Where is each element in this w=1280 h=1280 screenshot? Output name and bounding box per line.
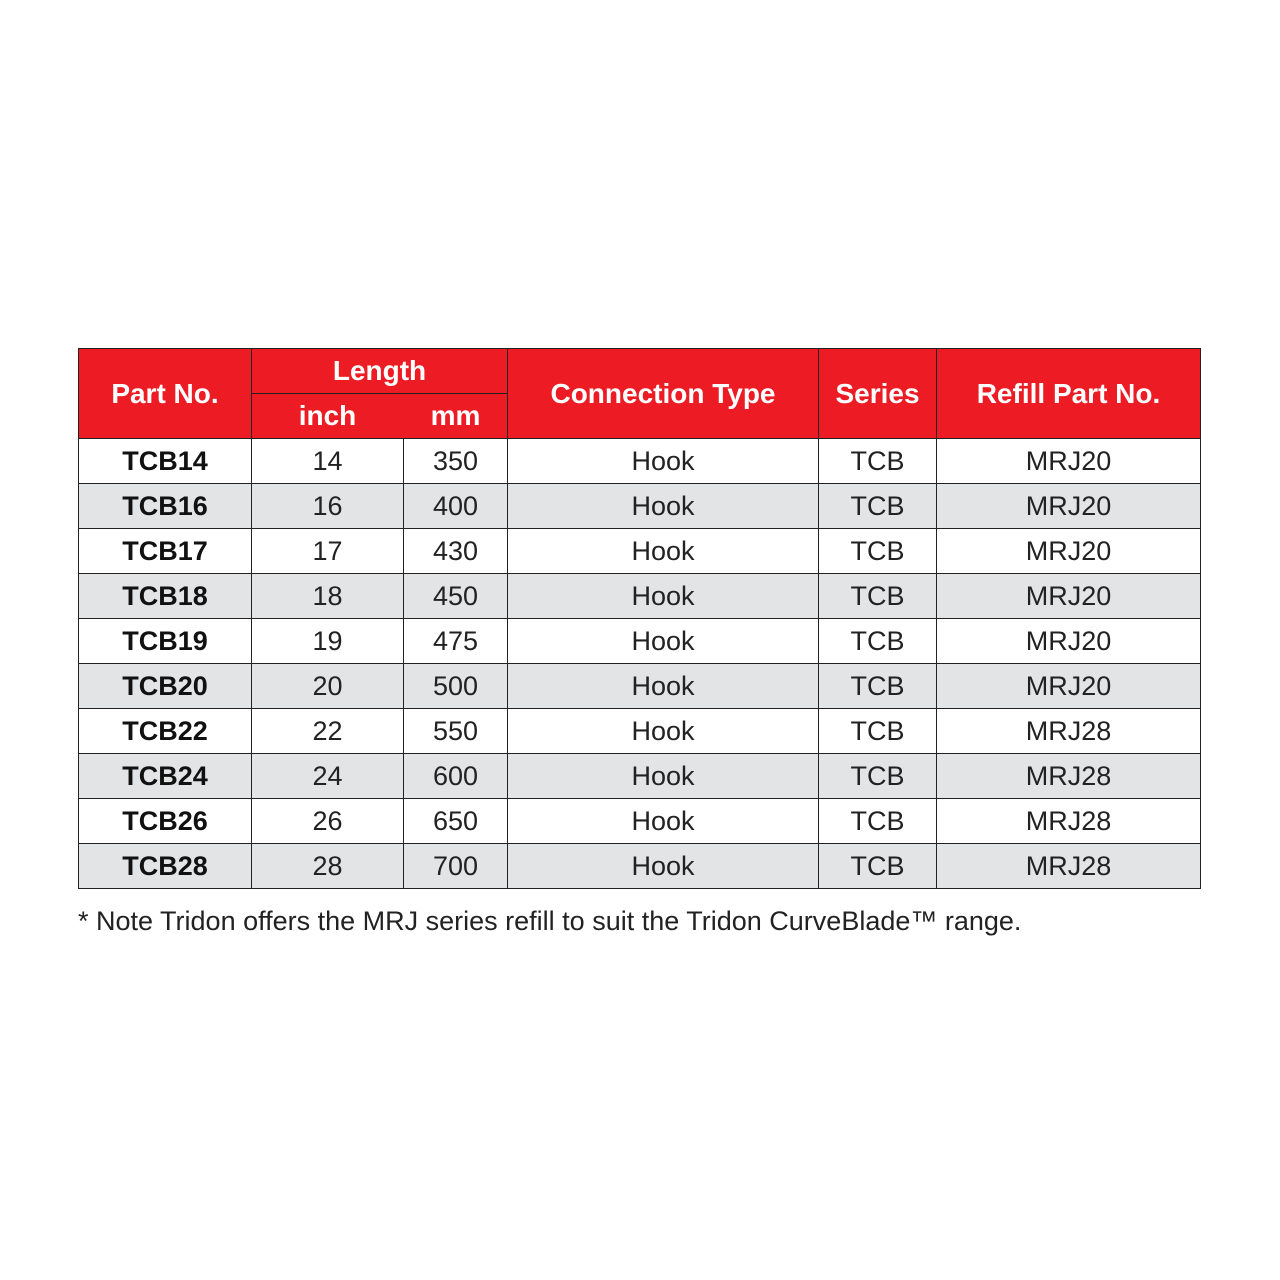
cell-part-no: TCB28: [79, 844, 252, 889]
cell-inch: 16: [252, 484, 404, 529]
cell-part-no: TCB20: [79, 664, 252, 709]
header-connection-type: Connection Type: [508, 349, 819, 439]
cell-mm: 475: [404, 619, 508, 664]
header-refill-part-no: Refill Part No.: [937, 349, 1201, 439]
cell-series: TCB: [819, 619, 937, 664]
cell-refill-part-no: MRJ20: [937, 529, 1201, 574]
cell-inch: 24: [252, 754, 404, 799]
cell-part-no: TCB22: [79, 709, 252, 754]
cell-connection-type: Hook: [508, 619, 819, 664]
spec-table: [78, 348, 1201, 889]
footnote: * Note Tridon offers the MRJ series refill to suit the Tridon CurveBlade™ range.: [78, 906, 1022, 936]
cell-inch: 17: [252, 529, 404, 574]
cell-connection-type: Hook: [508, 574, 819, 619]
cell-mm: 500: [404, 664, 508, 709]
cell-series: TCB: [819, 529, 937, 574]
cell-inch: 18: [252, 574, 404, 619]
cell-inch: 14: [252, 439, 404, 484]
cell-refill-part-no: MRJ28: [937, 844, 1201, 889]
cell-part-no: TCB26: [79, 799, 252, 844]
table-header: [79, 349, 1201, 439]
cell-mm: 430: [404, 529, 508, 574]
cell-refill-part-no: MRJ28: [937, 754, 1201, 799]
cell-inch: 19: [252, 619, 404, 664]
cell-connection-type: Hook: [508, 709, 819, 754]
cell-series: TCB: [819, 799, 937, 844]
cell-series: TCB: [819, 844, 937, 889]
table-row: [79, 529, 1201, 574]
table-row: [79, 799, 1201, 844]
cell-connection-type: Hook: [508, 664, 819, 709]
cell-inch: 26: [252, 799, 404, 844]
cell-inch: 28: [252, 844, 404, 889]
header-length: Length: [252, 349, 508, 394]
cell-inch: 22: [252, 709, 404, 754]
cell-refill-part-no: MRJ20: [937, 439, 1201, 484]
cell-part-no: TCB14: [79, 439, 252, 484]
cell-part-no: TCB16: [79, 484, 252, 529]
cell-mm: 650: [404, 799, 508, 844]
cell-refill-part-no: MRJ28: [937, 799, 1201, 844]
cell-series: TCB: [819, 709, 937, 754]
table-row: [79, 754, 1201, 799]
cell-series: TCB: [819, 484, 937, 529]
cell-part-no: TCB17: [79, 529, 252, 574]
cell-refill-part-no: MRJ20: [937, 574, 1201, 619]
cell-inch: 20: [252, 664, 404, 709]
table-row: [79, 664, 1201, 709]
cell-series: TCB: [819, 754, 937, 799]
cell-part-no: TCB19: [79, 619, 252, 664]
cell-part-no: TCB18: [79, 574, 252, 619]
cell-mm: 400: [404, 484, 508, 529]
cell-mm: 700: [404, 844, 508, 889]
cell-connection-type: Hook: [508, 529, 819, 574]
cell-part-no: TCB24: [79, 754, 252, 799]
table-row: [79, 844, 1201, 889]
cell-refill-part-no: MRJ20: [937, 619, 1201, 664]
table-row: [79, 709, 1201, 754]
table-row: [79, 439, 1201, 484]
header-part-no: Part No.: [79, 349, 252, 439]
cell-series: TCB: [819, 439, 937, 484]
table-row: [79, 574, 1201, 619]
table-row: [79, 619, 1201, 664]
cell-connection-type: Hook: [508, 799, 819, 844]
header-mm: mm: [404, 394, 508, 439]
cell-refill-part-no: MRJ20: [937, 484, 1201, 529]
cell-mm: 450: [404, 574, 508, 619]
cell-connection-type: Hook: [508, 844, 819, 889]
cell-mm: 550: [404, 709, 508, 754]
cell-series: TCB: [819, 664, 937, 709]
header-series: Series: [819, 349, 937, 439]
cell-mm: 600: [404, 754, 508, 799]
table-row: [79, 484, 1201, 529]
cell-connection-type: Hook: [508, 484, 819, 529]
cell-mm: 350: [404, 439, 508, 484]
table-body: [79, 439, 1201, 889]
cell-connection-type: Hook: [508, 439, 819, 484]
cell-series: TCB: [819, 574, 937, 619]
cell-connection-type: Hook: [508, 754, 819, 799]
cell-refill-part-no: MRJ20: [937, 664, 1201, 709]
header-inch: inch: [252, 394, 404, 439]
cell-refill-part-no: MRJ28: [937, 709, 1201, 754]
